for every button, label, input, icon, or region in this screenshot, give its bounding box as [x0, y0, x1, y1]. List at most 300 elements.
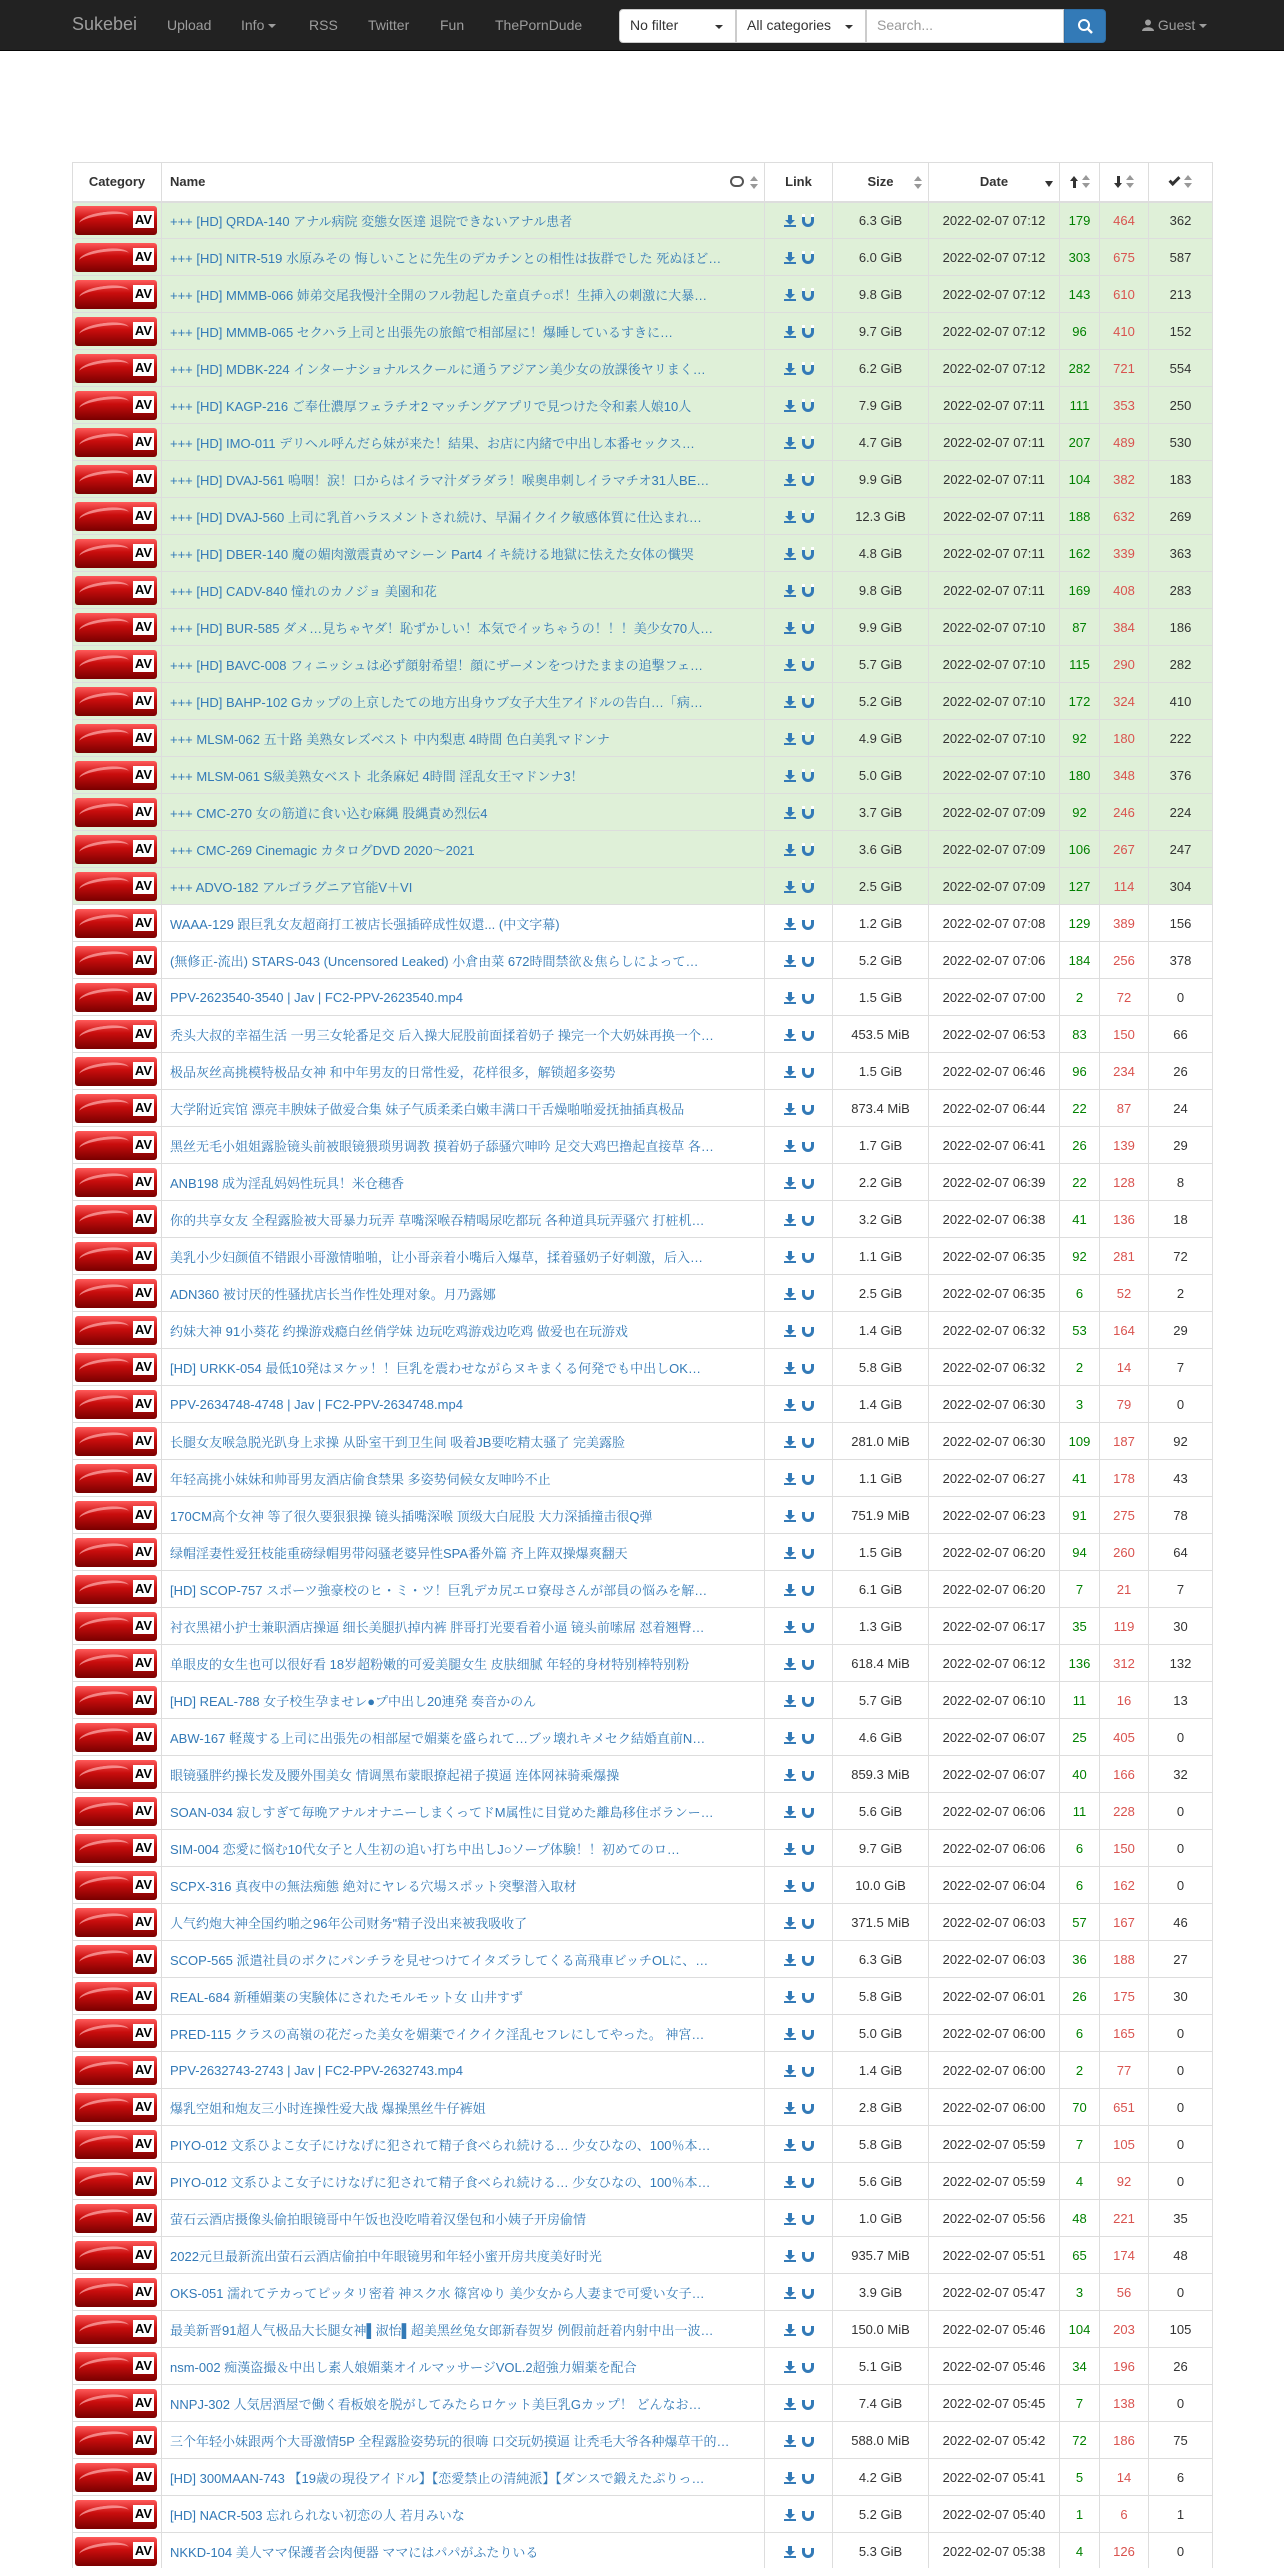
torrent-name-link[interactable]: PPV-2623540-3540 | Jav | FC2-PPV-2623540.mp4: [170, 989, 463, 1005]
magnet-icon[interactable]: [802, 1066, 814, 1078]
torrent-name-link[interactable]: PRED-115 クラスの高嶺の花だった美女を媚薬でイクイク淫乱セフレにしてやった。 神宮…: [170, 2026, 705, 2042]
torrent-name-link[interactable]: SCOP-565 派遣社員のボクにパンチラを見せつけてイタズラしてくる高飛車ビッチOLに、…: [170, 1952, 709, 1968]
category-cell[interactable]: [73, 424, 162, 461]
torrent-name-link[interactable]: [HD] NACR-503 忘れられない初恋の人 若月みいな: [170, 2507, 465, 2523]
torrent-name-link[interactable]: +++ [HD] MMMB-066 姉弟交尾我慢汁全開のフル勃起した童貞チ○ポ！生挿入の刺激に大暴…: [170, 287, 708, 303]
download-icon[interactable]: [784, 2213, 796, 2225]
download-icon[interactable]: [784, 1843, 796, 1855]
download-icon[interactable]: [784, 659, 796, 671]
category-cell[interactable]: [73, 1386, 162, 1423]
magnet-icon[interactable]: [802, 289, 814, 301]
download-icon[interactable]: [784, 918, 796, 930]
magnet-icon[interactable]: [802, 548, 814, 560]
magnet-icon[interactable]: [802, 437, 814, 449]
category-av-icon[interactable]: [75, 2500, 157, 2529]
category-cell[interactable]: [73, 1534, 162, 1571]
download-icon[interactable]: [784, 2398, 796, 2410]
download-icon[interactable]: [784, 2176, 796, 2188]
torrent-name-link[interactable]: SIM-004 恋愛に悩む10代女子と人生初の追い打ち中出しJ○ソープ体験！！初めてのロ…: [170, 1841, 680, 1857]
download-icon[interactable]: [784, 1584, 796, 1596]
magnet-icon[interactable]: [802, 807, 814, 819]
category-av-icon[interactable]: [75, 2019, 157, 2048]
download-icon[interactable]: [784, 1140, 796, 1152]
category-av-icon[interactable]: [75, 835, 157, 864]
category-av-icon[interactable]: [75, 1649, 157, 1678]
magnet-icon[interactable]: [802, 1917, 814, 1929]
category-av-icon[interactable]: [75, 2056, 157, 2085]
torrent-name-link[interactable]: [HD] URKK-054 最低10発はヌケッ！！巨乳を震わせながらヌキまくる何発でも中出しOK…: [170, 1360, 701, 1376]
category-cell[interactable]: [73, 1238, 162, 1275]
download-icon[interactable]: [784, 733, 796, 745]
magnet-icon[interactable]: [802, 511, 814, 523]
magnet-icon[interactable]: [802, 1362, 814, 1374]
download-icon[interactable]: [784, 2361, 796, 2373]
magnet-icon[interactable]: [802, 2287, 814, 2299]
category-av-icon[interactable]: [75, 2315, 157, 2344]
torrent-name-link[interactable]: 长腿女友喉急脱光趴身上求操 从卧室干到卫生间 吸着JB要吃精太骚了 完美露脸: [170, 1434, 626, 1450]
magnet-icon[interactable]: [802, 881, 814, 893]
category-av-icon[interactable]: [75, 243, 157, 272]
category-cell[interactable]: [73, 2200, 162, 2237]
magnet-icon[interactable]: [802, 363, 814, 375]
category-cell[interactable]: [73, 757, 162, 794]
torrent-name-link[interactable]: SOAN-034 寂しすぎて毎晩アナルオナニーしまくってドM属性に目覚めた離島移住ボランー…: [170, 1804, 714, 1820]
category-cell[interactable]: [73, 2126, 162, 2163]
nav-twitter[interactable]: Twitter: [368, 17, 410, 33]
category-av-icon[interactable]: [75, 2130, 157, 2159]
category-av-icon[interactable]: [75, 1242, 157, 1271]
torrent-name-link[interactable]: 爆乳空姐和炮友三小时连操性爱大战 爆操黑丝牛仔裤姐: [170, 2100, 486, 2116]
category-av-icon[interactable]: [75, 2463, 157, 2492]
category-av-icon[interactable]: [75, 391, 157, 420]
download-icon[interactable]: [784, 696, 796, 708]
magnet-icon[interactable]: [802, 1769, 814, 1781]
magnet-icon[interactable]: [802, 2213, 814, 2225]
download-icon[interactable]: [784, 1362, 796, 1374]
torrent-name-link[interactable]: 年轻高挑小妹妹和帅哥男友酒店偷食禁果 多姿势伺候女友呻吟不止: [170, 1471, 551, 1487]
category-av-icon[interactable]: [75, 280, 157, 309]
magnet-icon[interactable]: [802, 1177, 814, 1189]
torrent-name-link[interactable]: 人气约炮大神全国约啪之96年公司财务"精子没出来被我吸收了: [170, 1915, 528, 1931]
category-cell[interactable]: [73, 1127, 162, 1164]
torrent-name-link[interactable]: +++ [HD] KAGP-216 ご奉仕濃厚フェラチオ2 マッチングアプリで見つけた令和素人娘10人: [170, 398, 692, 414]
category-av-icon[interactable]: [75, 1575, 157, 1604]
download-icon[interactable]: [784, 1954, 796, 1966]
download-icon[interactable]: [784, 1917, 796, 1929]
download-icon[interactable]: [784, 1103, 796, 1115]
header-completed[interactable]: [1149, 163, 1213, 202]
download-icon[interactable]: [784, 1732, 796, 1744]
category-av-icon[interactable]: [75, 761, 157, 790]
category-cell[interactable]: [73, 979, 162, 1016]
header-seeders[interactable]: [1060, 163, 1100, 202]
magnet-icon[interactable]: [802, 2509, 814, 2521]
download-icon[interactable]: [784, 770, 796, 782]
download-icon[interactable]: [784, 1177, 796, 1189]
magnet-icon[interactable]: [802, 2139, 814, 2151]
torrent-name-link[interactable]: +++ [HD] CADV-840 憧れのカノジョ 美園和花: [170, 583, 437, 599]
category-av-icon[interactable]: [75, 2241, 157, 2270]
category-av-icon[interactable]: [75, 1057, 157, 1086]
category-cell[interactable]: [73, 572, 162, 609]
header-date[interactable]: [929, 163, 1060, 202]
category-cell[interactable]: [73, 2052, 162, 2089]
magnet-icon[interactable]: [802, 1547, 814, 1559]
magnet-icon[interactable]: [802, 1214, 814, 1226]
category-cell[interactable]: [73, 1497, 162, 1534]
torrent-name-link[interactable]: 2022元旦最新流出萤石云酒店偷拍中年眼镜男和年轻小蜜开房共度美好时光: [170, 2248, 602, 2264]
torrent-name-link[interactable]: NNPJ-302 人気居酒屋で働く看板娘を脱がしてみたらロケット美巨乳Gカップ！ どんなお…: [170, 2396, 702, 2412]
category-cell[interactable]: [73, 1349, 162, 1386]
magnet-icon[interactable]: [802, 733, 814, 745]
torrent-name-link[interactable]: +++ [HD] QRDA-140 アナル病院 変態女医達 退院できないアナル患者: [170, 213, 573, 229]
torrent-name-link[interactable]: [HD] 300MAAN-743 【19歳の現役アイドル】【恋愛禁止の清純派】【ダンスで鍛えたぷりっ…: [170, 2470, 705, 2486]
download-icon[interactable]: [784, 1214, 796, 1226]
category-cell[interactable]: [73, 461, 162, 498]
torrent-name-link[interactable]: +++ MLSM-062 五十路 美熟女レズベスト 中内梨恵 4時間 色白美乳マドンナ: [170, 731, 610, 747]
category-cell[interactable]: [73, 2163, 162, 2200]
magnet-icon[interactable]: [802, 2472, 814, 2484]
torrent-name-link[interactable]: 极品灰丝高挑模特极品女神 和中年男友的日常性爱，花样很多，解锁超多姿势: [170, 1064, 616, 1080]
magnet-icon[interactable]: [802, 1103, 814, 1115]
category-av-icon[interactable]: [75, 946, 157, 975]
magnet-icon[interactable]: [802, 1880, 814, 1892]
category-cell[interactable]: [73, 2533, 162, 2568]
category-av-icon[interactable]: [75, 1686, 157, 1715]
torrent-name-link[interactable]: nsm-002 痴漢盗撮＆中出し素人娘媚薬オイルマッサージVOL.2超強力媚薬を配合: [170, 2359, 637, 2375]
magnet-icon[interactable]: [802, 659, 814, 671]
magnet-icon[interactable]: [802, 1436, 814, 1448]
magnet-icon[interactable]: [802, 955, 814, 967]
download-icon[interactable]: [784, 2139, 796, 2151]
download-icon[interactable]: [784, 548, 796, 560]
magnet-icon[interactable]: [802, 1325, 814, 1337]
category-cell[interactable]: [73, 1423, 162, 1460]
category-av-icon[interactable]: [75, 724, 157, 753]
torrent-name-link[interactable]: ANB198 成为淫乱妈妈性玩具！米仓穗香: [170, 1175, 405, 1191]
category-av-icon[interactable]: [75, 2167, 157, 2196]
magnet-icon[interactable]: [802, 215, 814, 227]
torrent-name-link[interactable]: +++ [HD] BAHP-102 Gカップの上京したての地方出身ウブ女子大生アイドルの告白…「病…: [170, 694, 703, 710]
download-icon[interactable]: [784, 1621, 796, 1633]
category-cell[interactable]: [73, 1682, 162, 1719]
download-icon[interactable]: [784, 363, 796, 375]
category-cell[interactable]: [73, 2348, 162, 2385]
category-av-icon[interactable]: [75, 1982, 157, 2011]
download-icon[interactable]: [784, 1769, 796, 1781]
download-icon[interactable]: [784, 326, 796, 338]
category-cell[interactable]: [73, 276, 162, 313]
download-icon[interactable]: [784, 2472, 796, 2484]
filter-select[interactable]: [619, 9, 736, 43]
download-icon[interactable]: [784, 2102, 796, 2114]
header-leechers[interactable]: [1100, 163, 1149, 202]
torrent-name-link[interactable]: 大学附近宾馆 漂亮丰腴妹子做爱合集 妹子气质柔柔白嫩丰满口干舌燥啪啪爱抚抽插真极品: [170, 1101, 685, 1117]
download-icon[interactable]: [784, 2250, 796, 2262]
torrent-name-link[interactable]: SCPX-316 真夜中の無法痴態 絶対にヤレる穴場スポット突撃潜入取材: [170, 1878, 577, 1894]
download-icon[interactable]: [784, 992, 796, 1004]
category-cell[interactable]: [73, 1275, 162, 1312]
download-icon[interactable]: [784, 2065, 796, 2077]
download-icon[interactable]: [784, 1288, 796, 1300]
category-cell[interactable]: [73, 1608, 162, 1645]
magnet-icon[interactable]: [802, 474, 814, 486]
header-size[interactable]: [833, 163, 929, 202]
magnet-icon[interactable]: [802, 992, 814, 1004]
download-icon[interactable]: [784, 1658, 796, 1670]
magnet-icon[interactable]: [802, 2324, 814, 2336]
torrent-name-link[interactable]: PPV-2634748-4748 | Jav | FC2-PPV-2634748.mp4: [170, 1396, 463, 1412]
category-av-icon[interactable]: [75, 206, 157, 235]
download-icon[interactable]: [784, 2324, 796, 2336]
torrent-name-link[interactable]: 眼镜骚胖约操长发及腰外围美女 情调黑布蒙眼撩起裙子摸逼 连体网袜骑乘爆操: [170, 1767, 620, 1783]
magnet-icon[interactable]: [802, 1584, 814, 1596]
category-av-icon[interactable]: [75, 872, 157, 901]
category-av-icon[interactable]: [75, 317, 157, 346]
torrent-name-link[interactable]: PIYO-012 文系ひよこ女子にけなげに犯されて精子食べられ続ける… 少女ひなの、100％本…: [170, 2137, 711, 2153]
category-av-icon[interactable]: [75, 502, 157, 531]
download-icon[interactable]: [784, 1436, 796, 1448]
download-icon[interactable]: [784, 2435, 796, 2447]
category-cell[interactable]: [73, 2459, 162, 2496]
category-cell[interactable]: [73, 1645, 162, 1682]
category-av-icon[interactable]: [75, 909, 157, 938]
magnet-icon[interactable]: [802, 2065, 814, 2077]
torrent-name-link[interactable]: +++ [HD] IMO-011 デリヘル呼んだら妹が来た！結果、お店に内緒で中出し本番セックス…: [170, 435, 695, 451]
category-av-icon[interactable]: [75, 1538, 157, 1567]
torrent-name-link[interactable]: +++ CMC-270 女の筋道に食い込む麻縄 股縄責め烈伝4: [170, 805, 488, 821]
torrent-name-link[interactable]: 黑丝无毛小姐姐露脸镜头前被眼镜猥琐男调教 摸着奶子舔骚穴呻吟 足交大鸡巴撸起直接草 各…: [170, 1138, 714, 1154]
download-icon[interactable]: [784, 252, 796, 264]
category-cell[interactable]: [73, 609, 162, 646]
torrent-name-link[interactable]: 170CM高个女神 等了很久要狠狠操 镜头插嘴深喉 顶级大白屁股 大力深插撞击很Q弹: [170, 1508, 653, 1524]
category-cell[interactable]: [73, 1830, 162, 1867]
category-av-icon[interactable]: [75, 2204, 157, 2233]
magnet-icon[interactable]: [802, 1806, 814, 1818]
download-icon[interactable]: [784, 1880, 796, 1892]
download-icon[interactable]: [784, 1399, 796, 1411]
download-icon[interactable]: [784, 1695, 796, 1707]
category-av-icon[interactable]: [75, 576, 157, 605]
category-cell[interactable]: [73, 1312, 162, 1349]
download-icon[interactable]: [784, 511, 796, 523]
magnet-icon[interactable]: [802, 918, 814, 930]
magnet-icon[interactable]: [802, 2102, 814, 2114]
category-av-icon[interactable]: [75, 1908, 157, 1937]
magnet-icon[interactable]: [802, 2176, 814, 2188]
category-select[interactable]: [736, 9, 866, 43]
category-av-icon[interactable]: [75, 1094, 157, 1123]
download-icon[interactable]: [784, 1473, 796, 1485]
download-icon[interactable]: [784, 1066, 796, 1078]
magnet-icon[interactable]: [802, 2250, 814, 2262]
torrent-name-link[interactable]: 绿帽淫妻性爱狂枝能重磅绿帽男带闷骚老婆异性SPA番外篇 齐上阵双操爆爽翻天: [170, 1545, 628, 1561]
magnet-icon[interactable]: [802, 2028, 814, 2040]
category-cell[interactable]: [73, 2274, 162, 2311]
category-av-icon[interactable]: [75, 1131, 157, 1160]
download-icon[interactable]: [784, 1991, 796, 2003]
category-cell[interactable]: [73, 350, 162, 387]
torrent-name-link[interactable]: +++ [HD] MMMB-065 セクハラ上司と出張先の旅館で相部屋に！爆睡しているすきに…: [170, 324, 674, 340]
category-av-icon[interactable]: [75, 1501, 157, 1530]
torrent-name-link[interactable]: 三个年轻小妹跟两个大哥激情5P 全程露脸姿势玩的很嗨 口交玩奶摸逼 让秃毛大爷各种爆草干的…: [170, 2433, 730, 2449]
category-cell[interactable]: [73, 1090, 162, 1127]
category-av-icon[interactable]: [75, 1205, 157, 1234]
magnet-icon[interactable]: [802, 1288, 814, 1300]
magnet-icon[interactable]: [802, 2435, 814, 2447]
torrent-name-link[interactable]: 美乳小少妇颜值不错跟小哥激情啪啪，让小哥亲着小嘴后入爆草，揉着骚奶子好刺激，后入…: [170, 1249, 704, 1265]
category-cell[interactable]: [73, 2496, 162, 2533]
torrent-name-link[interactable]: WAAA-129 跟巨乳女友超商打工被店长强插碎成性奴還... (中文字幕): [170, 916, 560, 932]
category-av-icon[interactable]: [75, 1279, 157, 1308]
category-av-icon[interactable]: [75, 798, 157, 827]
category-cell[interactable]: [73, 1793, 162, 1830]
download-icon[interactable]: [784, 1510, 796, 1522]
torrent-name-link[interactable]: 约妹大神 91小葵花 约操游戏瘾白丝俏学妹 边玩吃鸡游戏边吃鸡 做爱也在玩游戏: [170, 1323, 628, 1339]
category-av-icon[interactable]: [75, 1612, 157, 1641]
category-cell[interactable]: [73, 683, 162, 720]
category-cell[interactable]: [73, 313, 162, 350]
category-cell[interactable]: [73, 498, 162, 535]
category-cell[interactable]: [73, 2015, 162, 2052]
download-icon[interactable]: [784, 215, 796, 227]
magnet-icon[interactable]: [802, 1621, 814, 1633]
category-cell[interactable]: [73, 2237, 162, 2274]
magnet-icon[interactable]: [802, 400, 814, 412]
torrent-name-link[interactable]: +++ MLSM-061 S級美熟女ベスト 北条麻妃 4時間 淫乱女王マドンナ3！: [170, 768, 584, 784]
category-av-icon[interactable]: [75, 354, 157, 383]
category-cell[interactable]: [73, 1904, 162, 1941]
torrent-name-link[interactable]: +++ [HD] BUR-585 ダメ…見ちゃヤダ！恥ずかしい！本気でイッちゃうの！！！美少女70人…: [170, 620, 714, 636]
search-button[interactable]: [1064, 9, 1106, 43]
category-cell[interactable]: [73, 239, 162, 276]
category-av-icon[interactable]: [75, 1945, 157, 1974]
category-cell[interactable]: [73, 1164, 162, 1201]
category-av-icon[interactable]: [75, 1390, 157, 1419]
download-icon[interactable]: [784, 289, 796, 301]
torrent-name-link[interactable]: +++ CMC-269 Cinemagic カタログDVD 2020～2021: [170, 842, 475, 858]
magnet-icon[interactable]: [802, 1843, 814, 1855]
category-av-icon[interactable]: [75, 2389, 157, 2418]
torrent-name-link[interactable]: 最美新晋91超人气极品大长腿女神▌淑怡▌超美黑丝兔女郎新春贺岁 例假前赶着内射中出一波…: [170, 2322, 714, 2338]
torrent-name-link[interactable]: PPV-2632743-2743 | Jav | FC2-PPV-2632743.mp4: [170, 2062, 463, 2078]
category-av-icon[interactable]: [75, 428, 157, 457]
category-cell[interactable]: [73, 2089, 162, 2126]
magnet-icon[interactable]: [802, 252, 814, 264]
download-icon[interactable]: [784, 1029, 796, 1041]
download-icon[interactable]: [784, 2509, 796, 2521]
category-av-icon[interactable]: [75, 1834, 157, 1863]
download-icon[interactable]: [784, 955, 796, 967]
category-cell[interactable]: [73, 1756, 162, 1793]
category-av-icon[interactable]: [75, 2426, 157, 2455]
guest-menu[interactable]: [1142, 17, 1207, 33]
torrent-name-link[interactable]: [HD] REAL-788 女子校生孕ませレ●プ中出し20連発 奏音かのん: [170, 1693, 537, 1709]
magnet-icon[interactable]: [802, 696, 814, 708]
category-av-icon[interactable]: [75, 1797, 157, 1826]
category-av-icon[interactable]: [75, 1427, 157, 1456]
magnet-icon[interactable]: [802, 326, 814, 338]
torrent-name-link[interactable]: +++ ADVO-182 アルゴラグニア官能V＋VI: [170, 879, 413, 895]
download-icon[interactable]: [784, 400, 796, 412]
magnet-icon[interactable]: [802, 844, 814, 856]
torrent-name-link[interactable]: [HD] SCOP-757 スポーツ強豪校のヒ・ミ・ツ！巨乳デカ尻エロ寮母さんが部員の悩みを解…: [170, 1582, 708, 1598]
torrent-name-link[interactable]: 单眼皮的女生也可以很好看 18岁超粉嫩的可爱美腿女生 皮肤细腻 年轻的身材特别棒特别粉: [170, 1656, 690, 1672]
torrent-name-link[interactable]: (無修正-流出) STARS-043 (Uncensored Leaked) 小倉由菜 672時間禁欲＆焦らしによって…: [170, 953, 699, 969]
download-icon[interactable]: [784, 1547, 796, 1559]
category-cell[interactable]: [73, 387, 162, 424]
magnet-icon[interactable]: [802, 1140, 814, 1152]
magnet-icon[interactable]: [802, 2361, 814, 2373]
category-av-icon[interactable]: [75, 1020, 157, 1049]
category-cell[interactable]: [73, 868, 162, 905]
torrent-name-link[interactable]: 你的共享女友 全程露脸被大哥暴力玩弄 草嘴深喉吞精喝尿吃都玩 各种道具玩弄骚穴 打桩机…: [170, 1212, 705, 1228]
torrent-name-link[interactable]: 萤石云酒店摄像头偷拍眼镜哥中午饭也没吃啃着汉堡包和小姨子开房偷情: [170, 2211, 587, 2227]
magnet-icon[interactable]: [802, 585, 814, 597]
category-cell[interactable]: [73, 535, 162, 572]
nav-upload[interactable]: Upload: [167, 17, 212, 33]
category-cell[interactable]: [73, 2311, 162, 2348]
torrent-name-link[interactable]: NKKD-104 美人ママ保護者会肉便器 ママにはパパがふたりいる: [170, 2544, 539, 2560]
download-icon[interactable]: [784, 437, 796, 449]
category-cell[interactable]: [73, 1867, 162, 1904]
torrent-name-link[interactable]: +++ [HD] DVAJ-560 上司に乳首ハラスメントされ続け、早漏イクイク敏感体質に仕込まれ…: [170, 509, 702, 525]
header-name[interactable]: [162, 163, 765, 202]
download-icon[interactable]: [784, 2546, 796, 2558]
download-icon[interactable]: [784, 844, 796, 856]
magnet-icon[interactable]: [802, 1399, 814, 1411]
download-icon[interactable]: [784, 881, 796, 893]
magnet-icon[interactable]: [802, 1658, 814, 1670]
torrent-name-link[interactable]: 秃头大叔的幸福生活 一男三女轮番足交 后入操大屁股前面揉着奶子 操完一个大奶妹再换一个…: [170, 1027, 714, 1043]
category-av-icon[interactable]: [75, 1168, 157, 1197]
torrent-name-link[interactable]: +++ [HD] MDBK-224 インターナショナルスクールに通うアジアン美少女の放課後ヤリまく…: [170, 361, 706, 377]
torrent-name-link[interactable]: OKS-051 濡れてテカってピッタリ密着 神スク水 篠宮ゆり 美少女から人妻まで可愛い女子…: [170, 2285, 705, 2301]
category-av-icon[interactable]: [75, 2278, 157, 2307]
download-icon[interactable]: [784, 1251, 796, 1263]
category-av-icon[interactable]: [75, 1760, 157, 1789]
nav-rss[interactable]: RSS: [309, 17, 338, 33]
category-cell[interactable]: [73, 2385, 162, 2422]
category-cell[interactable]: [73, 1571, 162, 1608]
torrent-name-link[interactable]: 衬衣黑裙小护士兼职酒店操逼 细长美腿扒掉内裤 胖哥打光要看着小逼 镜头前嗦屌 怼着翘臀…: [170, 1619, 705, 1635]
nav-theporndude[interactable]: ThePornDude: [495, 17, 583, 33]
download-icon[interactable]: [784, 1806, 796, 1818]
category-av-icon[interactable]: [75, 1316, 157, 1345]
magnet-icon[interactable]: [802, 1029, 814, 1041]
magnet-icon[interactable]: [802, 2546, 814, 2558]
magnet-icon[interactable]: [802, 1954, 814, 1966]
download-icon[interactable]: [784, 2287, 796, 2299]
magnet-icon[interactable]: [802, 770, 814, 782]
magnet-icon[interactable]: [802, 622, 814, 634]
category-cell[interactable]: [73, 1978, 162, 2015]
category-av-icon[interactable]: [75, 1353, 157, 1382]
category-cell[interactable]: [73, 646, 162, 683]
nav-fun[interactable]: Fun: [440, 17, 465, 33]
category-cell[interactable]: [73, 202, 162, 239]
category-av-icon[interactable]: [75, 1871, 157, 1900]
category-av-icon[interactable]: [75, 983, 157, 1012]
category-av-icon[interactable]: [75, 2537, 157, 2566]
torrent-name-link[interactable]: REAL-684 新種媚薬の実験体にされたモルモット女 山井すず: [170, 1989, 523, 2005]
search-input[interactable]: Search...: [866, 9, 1064, 43]
category-av-icon[interactable]: [75, 650, 157, 679]
category-cell[interactable]: [73, 905, 162, 942]
category-cell[interactable]: [73, 831, 162, 868]
magnet-icon[interactable]: [802, 1732, 814, 1744]
category-av-icon[interactable]: [75, 2093, 157, 2122]
